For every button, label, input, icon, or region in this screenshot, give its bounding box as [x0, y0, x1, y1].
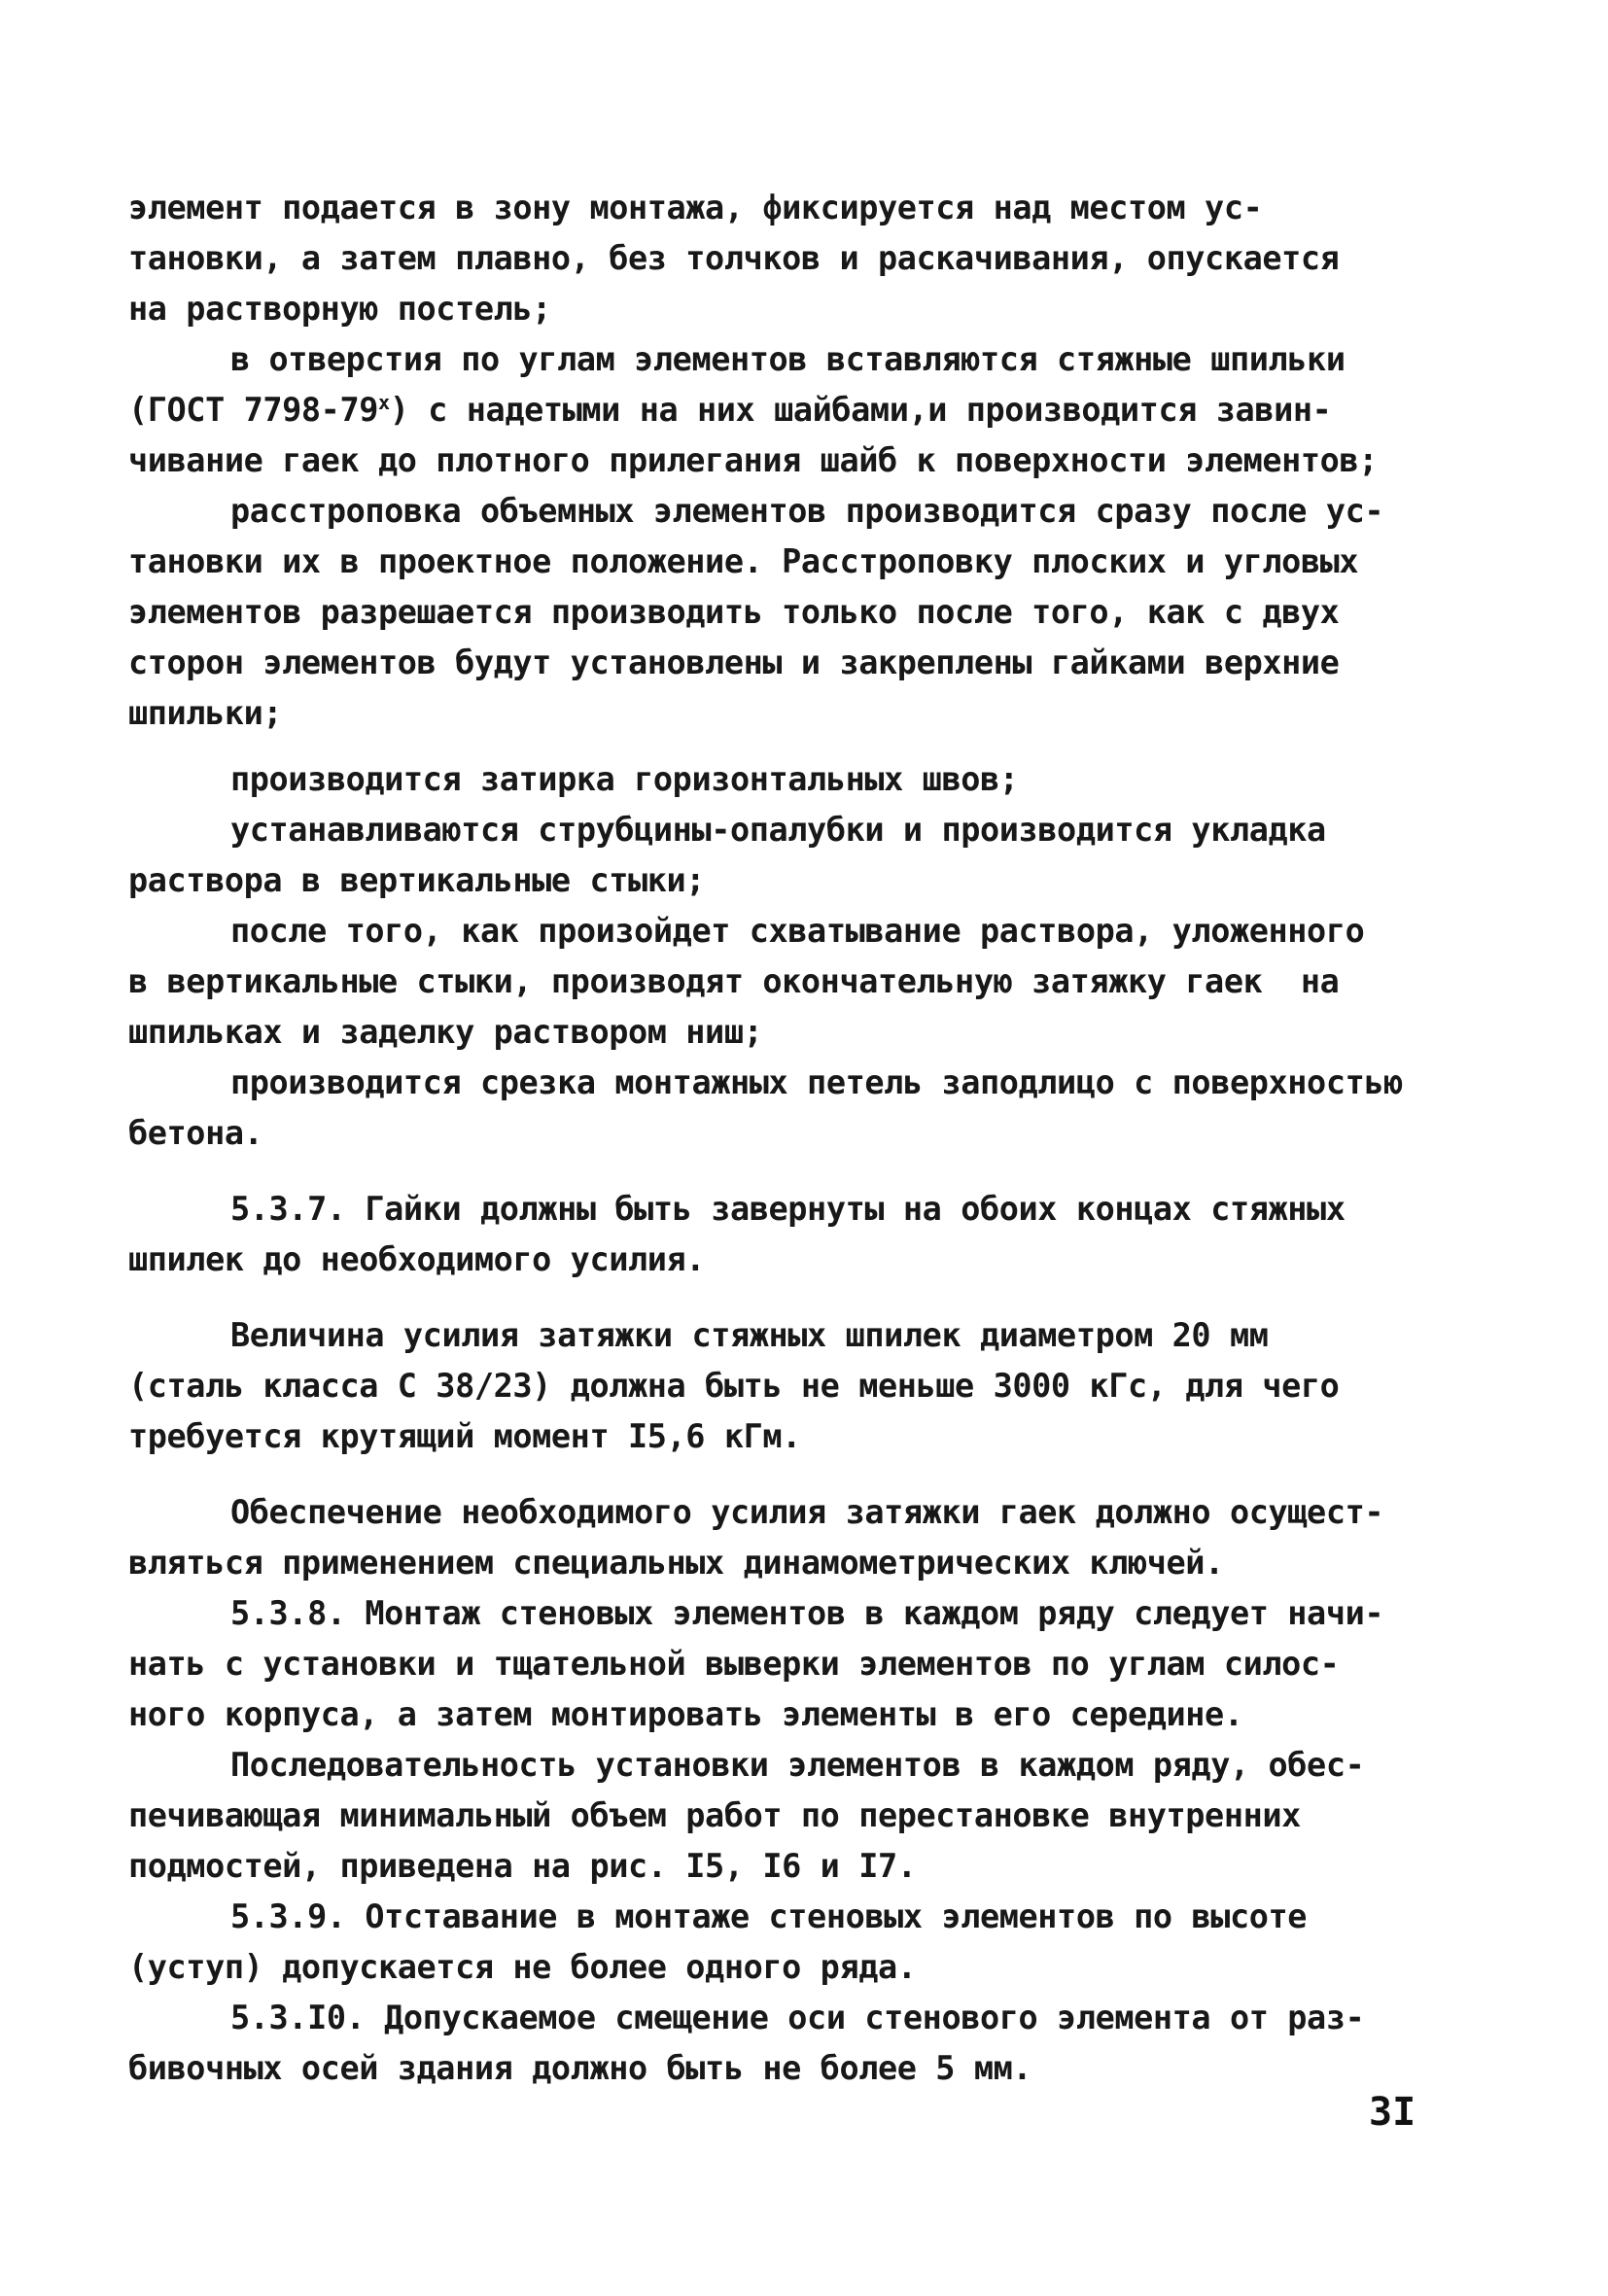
- text-line: вляться применением специальных динамометрических ключей.: [128, 1544, 1224, 1582]
- text-line: сторон элементов будут установлены и закреплены гайками верхние: [128, 644, 1340, 681]
- section-5-3-7: 5.3.7. Гайки должны быть завернуты на обоих концах стяжных: [230, 1190, 1346, 1228]
- text-line: тановки их в проектное положение. Расстроповку плоских и угловых: [128, 542, 1359, 580]
- gost-reference: (ГОСТ 7798-79: [128, 391, 378, 429]
- text-line: производится затирка горизонтальных швов;: [230, 760, 1019, 798]
- text-line: подмостей, приведена на рис. I5, I6 и I7.: [128, 1847, 917, 1885]
- text-line: требуется крутящий момент I5,6 кГм.: [128, 1417, 801, 1455]
- text-line: чивание гаек до плотного прилегания шайб к поверхности элементов;: [128, 441, 1378, 479]
- text-line: (сталь класса С 38/23) должна быть не меньше 3000 кГс, для чего: [128, 1367, 1340, 1405]
- body-text: [128, 183, 1451, 2094]
- text-line: Величина усилия затяжки стяжных шпилек диаметром 20 мм: [230, 1316, 1269, 1354]
- text-line: шпильках и заделку раствором ниш;: [128, 1013, 763, 1051]
- text-line: в вертикальные стыки, производят окончательную затяжку гаек на: [128, 962, 1340, 1000]
- text-line: производится срезка монтажных петель заподлицо с поверхностью: [230, 1063, 1403, 1101]
- text-line: на растворную постель;: [128, 290, 551, 328]
- text-line: Последовательность установки элементов в каждом ряду, обес-: [230, 1746, 1365, 1784]
- section-5-3-9: 5.3.9. Отставание в монтаже стеновых элементов по высоте: [230, 1897, 1308, 1935]
- text-line: раствора в вертикальные стыки;: [128, 861, 706, 899]
- gost-superscript: x: [378, 390, 390, 414]
- text-line: [128, 385, 1451, 435]
- section-5-3-8: 5.3.8. Монтаж стеновых элементов в каждом ряду следует начи-: [230, 1594, 1384, 1632]
- text-line: ного корпуса, а затем монтировать элементы в его середине.: [128, 1695, 1243, 1733]
- text-line: бивочных осей здания должно быть не более 5 мм.: [128, 2049, 1032, 2087]
- text-line: в отверстия по углам элементов вставляются стяжные шпильки: [230, 340, 1346, 378]
- text-line: элементов разрешается производить только после того, как с двух: [128, 593, 1340, 631]
- text-line: (уступ) допускается не более одного ряда.: [128, 1948, 917, 1986]
- text-line: элемент подается в зону монтажа, фиксируется над местом ус-: [128, 189, 1263, 226]
- text-line: нать с установки и тщательной выверки элементов по углам силос-: [128, 1645, 1340, 1683]
- text-line: бетона.: [128, 1114, 263, 1152]
- text-line: Обеспечение необходимого усилия затяжки гаек должно осущест-: [230, 1493, 1384, 1531]
- text-line: расстроповка объемных элементов производится сразу после ус-: [230, 492, 1384, 530]
- text-line: тановки, а затем плавно, без толчков и раскачивания, опускается: [128, 239, 1340, 277]
- text-line: после того, как произойдет схватывание раствора, уложенного: [230, 912, 1365, 950]
- text-fragment: ) с надетыми на них шайбами,и производится завин-: [389, 391, 1332, 429]
- section-5-3-10: 5.3.I0. Допускаемое смещение оси стенового элемента от раз-: [230, 1999, 1365, 2036]
- text-line: печивающая минимальный объем работ по перестановке внутренних: [128, 1796, 1301, 1834]
- text-line: устанавливаются струбцины-опалубки и производится укладка: [230, 811, 1326, 849]
- text-line: шпилек до необходимого усилия.: [128, 1240, 706, 1278]
- page-number: 3I: [1369, 2090, 1416, 2135]
- text-line: шпильки;: [128, 694, 283, 732]
